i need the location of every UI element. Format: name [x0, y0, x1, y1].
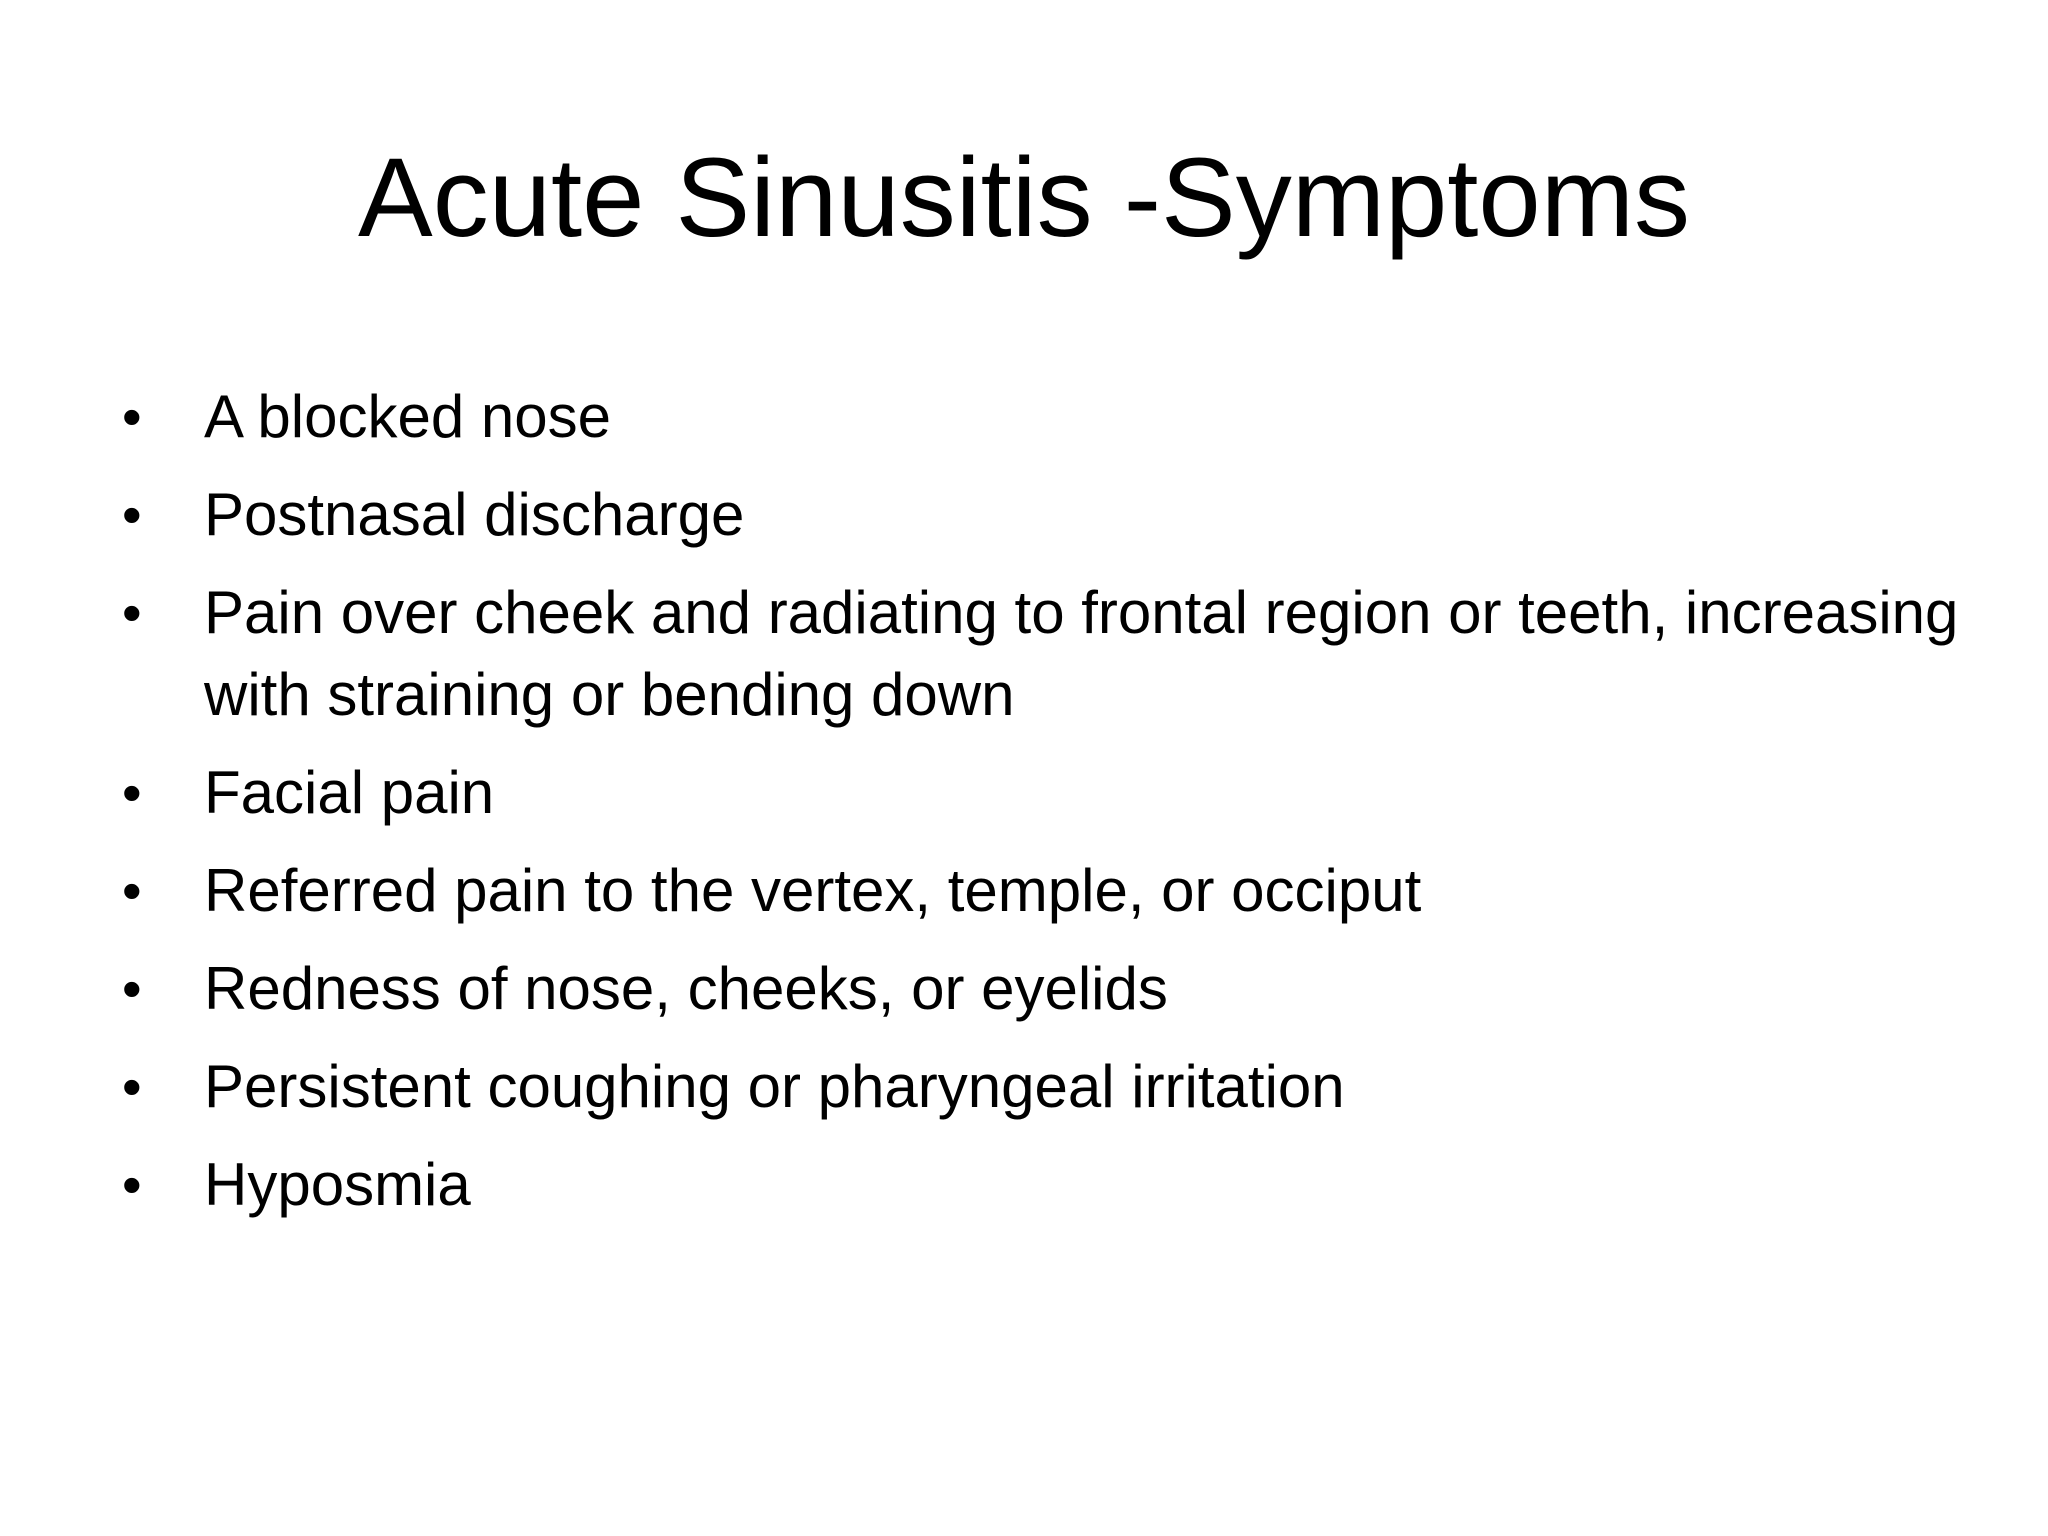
bullet-icon: •	[122, 581, 142, 644]
bullet-item	[122, 1046, 1962, 1128]
bullet-item	[122, 948, 1962, 1030]
bullet-text: Facial pain	[204, 759, 495, 826]
bullet-icon: •	[122, 761, 142, 824]
bullet-item	[122, 572, 1962, 736]
bullet-item	[122, 474, 1962, 556]
bullet-text: Redness of nose, cheeks, or eyelids	[204, 955, 1168, 1022]
bullet-icon: •	[122, 385, 142, 448]
bullet-item	[122, 850, 1962, 932]
bullet-text: A blocked nose	[204, 383, 611, 450]
bullet-icon: •	[122, 1153, 142, 1216]
bullet-text: Postnasal discharge	[204, 481, 745, 548]
bullet-icon: •	[122, 483, 142, 546]
bullet-icon: •	[122, 859, 142, 922]
bullet-text: Hyposmia	[204, 1151, 471, 1218]
bullet-item	[122, 752, 1962, 834]
bullet-list	[122, 376, 1962, 1242]
bullet-text: Pain over cheek and radiating to frontal region or teeth, increasing with straining or bending down	[204, 579, 1959, 728]
bullet-icon: •	[122, 957, 142, 1020]
bullet-icon: •	[122, 1055, 142, 1118]
bullet-text: Persistent coughing or pharyngeal irritation	[204, 1053, 1345, 1120]
slide-title: Acute Sinusitis -Symptoms	[358, 135, 1690, 260]
bullet-item	[122, 376, 1962, 458]
bullet-text: Referred pain to the vertex, temple, or occiput	[204, 857, 1422, 924]
bullet-item	[122, 1144, 1962, 1226]
